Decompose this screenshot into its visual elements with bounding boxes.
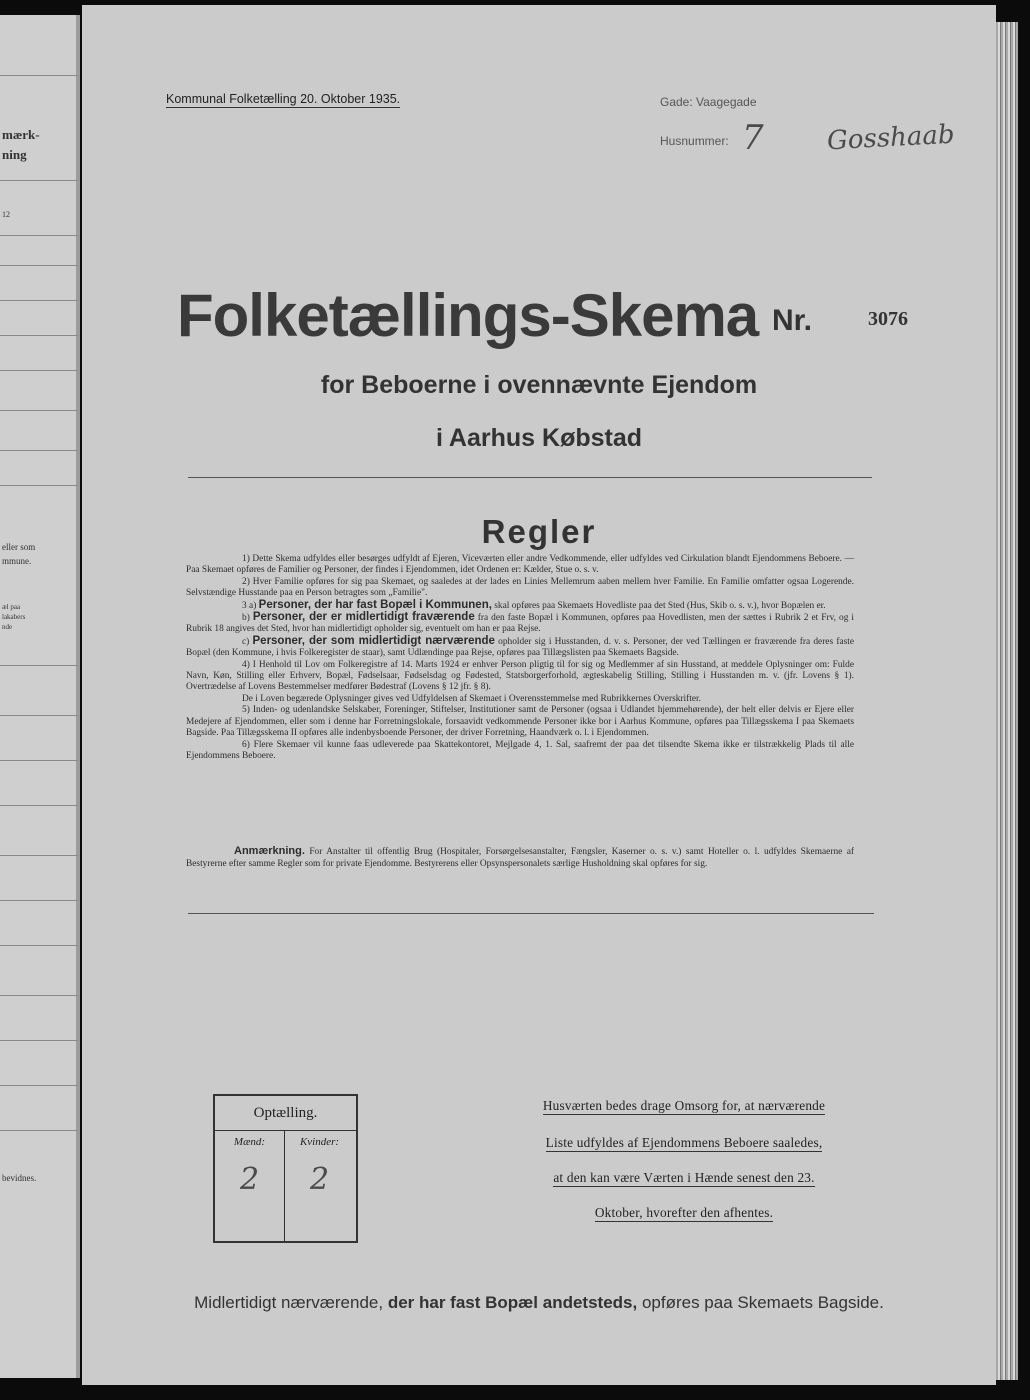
rule-5: 5) Inden- og udenlandske Selskaber, Foreninger, Stiftelser, Institutioner samt de Personer (ogsaa i Udlandet hjemmehørende), der helt eller delvis er Ejere eller Medejere af Ejendommen, eller som i denne har Forretningslokale, forsaavidt vedkommende Personer ikke bor i Aarhus Kommune, opføres paa Tillægsskema I paa Skemaets Bagside. Paa Tillægsskema II opføres alle indenbysboende Personer, der driver Forretning, Haandværk o. l. i Ejendommen. — [186, 705, 854, 739]
notice-line: Husværten bedes drage Omsorg for, at nærværende — [542, 1098, 826, 1113]
rule-3a: 3 a) Personer, der har fast Bopæl i Kommunen, skal opføres paa Skemaets Hovedliste paa det Sted (Hus, Skib o. s. v.), hvor Bopælen er. — [242, 598, 826, 611]
form-number-label: Nr. — [772, 304, 813, 337]
row-line — [0, 1085, 78, 1086]
row-line — [0, 485, 78, 486]
house-number-label: Husnummer: — [660, 134, 729, 148]
footer-instruction: Midlertidigt nærværende, der har fast Bopæl andetsteds, opføres paa Skemaets Bagside. — [194, 1293, 884, 1312]
row-line — [0, 665, 78, 666]
left-fragment: nde — [2, 623, 13, 631]
form-title: Folketællings-Skema — [177, 282, 759, 349]
row-line — [0, 75, 78, 76]
row-line — [0, 410, 78, 411]
row-line — [0, 805, 78, 806]
divider — [188, 913, 874, 914]
row-line — [0, 300, 78, 301]
note-label: Anmærkning. — [234, 845, 305, 857]
count-box — [213, 1094, 358, 1243]
row-line — [0, 760, 78, 761]
rule-3b: b) Personer, der er midlertidigt fraværende fra den faste Bopæl i Kommunen, opføres paa Hovedlisten, men der sættes i Rubrik 2 et Frv, og i Rubrik 18 angives det Sted, hvor han midlertidigt opholder sig, eventuelt om han er paa Rejse. — [186, 611, 855, 635]
row-line — [0, 855, 78, 856]
rule-1: 1) Dette Skema udfyldes eller besørges udfyldt af Ejeren, Viceværten eller andre Vedkommende, eller udfyldes ved Cirkulation blandt Ejendommens Beboere. — Paa Skemaet opføres de Familier og Personer, der findes i Ejendommen, idet Ordenen er: Kælder, Stue o. s. v. — [186, 554, 854, 576]
row-line — [0, 715, 78, 716]
note-text: For Anstalter til offentlig Brug (Hospitaler, Forsørgelsesanstalter, Fængsler, Kaserner o. s. v.) samt Hoteller o. l. udfyldes Skemaerne af Bestyrerne efter samme Regler som for private Ejendomme. Bestyrerens eller Opsynspersonalets særlige Husholdning skal opføres for sig. — [186, 847, 855, 869]
left-fragment: ning — [2, 147, 27, 162]
row-line — [0, 180, 78, 181]
count-title: Optælling. — [215, 1096, 356, 1131]
row-line — [0, 945, 78, 946]
women-count: 2 — [309, 1162, 330, 1197]
street-label: Gade: Vaagegade — [660, 95, 757, 109]
left-fragment: lakabers — [2, 613, 26, 621]
rule-2: 2) Hver Familie opføres for sig paa Skemaet, og saaledes at der lades en Linies Mellemrum aaben mellem hver Familie. En Familie omfatter ogsaa Logerende. Selvstændige Husstande paa en Person betragtes som „Familie". — [186, 576, 854, 599]
row-line — [0, 900, 78, 901]
form-number-value: 3076 — [868, 308, 908, 330]
left-fragment: mmune. — [2, 556, 32, 566]
women-label: Kvinder: — [299, 1136, 340, 1148]
row-line — [0, 370, 78, 371]
house-number-value: 7 — [742, 118, 764, 158]
row-line — [0, 1130, 78, 1131]
notice-line: Oktober, hvorefter den afhentes. — [594, 1205, 774, 1220]
census-title: Kommunal Folketælling 20. Oktober 1935. — [166, 92, 401, 106]
left-fragment: 12 — [2, 210, 10, 219]
census-form-page — [82, 5, 996, 1385]
rule-4b: De i Loven begærede Oplysninger gives ved Udfyldelsen af Skemaet i Overensstemmelse med Rubrikkernes Overskrifter. — [242, 693, 701, 704]
divider — [188, 477, 872, 478]
left-fragment: æl paa — [2, 603, 21, 611]
subtitle-town: i Aarhus Købstad — [435, 424, 643, 452]
left-fragment: mærk- — [2, 127, 40, 142]
rule-4: 4) I Henhold til Lov om Folkeregistre af 14. Marts 1924 er enhver Person pligtig til for sig og Medlemmer af sin Husstand, at meddele Oplysninger om: Fulde Navn, Køn, Stilling eller Erhverv, Bopæl, Fødselsaar, Fødselsdag og Fødested, Statsborgerforhold, ægteskabelig Stilling, Stilling i Husstanden m. v. (jfr. Lovens § 1). Overtrædelse af Lovens Bestemmelser medfører Bødestraf (Lovens § 12 jfr. § 8). — [186, 659, 854, 693]
row-line — [0, 1040, 78, 1041]
subtitle-residents: for Beboerne i ovennævnte Ejendom — [320, 371, 758, 399]
left-fragment: bevidnes. — [2, 1173, 37, 1183]
men-label: Mænd: — [233, 1136, 266, 1148]
rule-6: 6) Flere Skemaer vil kunne faas udleverede paa Skattekontoret, Mejlgade 4, 1. Sal, saafremt der paa det tilsendte Skema ikke er tilstrækkelig Plads til alle Ejendommens Beboere. — [186, 739, 854, 761]
rule-3c: c) Personer, der som midlertidigt nærværende opholder sig i Husstanden, d. v. s. Personer, der ved Tællingen er fraværende fra deres faste Bopæl (den Kommune, i hvis Folkeregister de staar), samt Udlændinge paa Rejse, opføres paa Tillægslisten paa Skemaets Bagside. — [186, 634, 855, 659]
row-line — [0, 265, 78, 266]
notice-line: Liste udfyldes af Ejendommens Beboere saaledes, — [545, 1135, 823, 1150]
men-count: 2 — [239, 1162, 260, 1197]
page-stack-edges — [996, 22, 1018, 1380]
left-page-edge — [0, 15, 80, 1378]
rules-heading: Regler — [481, 513, 597, 550]
page-fold — [76, 15, 80, 1378]
row-line — [0, 235, 78, 236]
row-line — [0, 995, 78, 996]
notice-line: at den kan være Værten i Hænde senest den 23. — [553, 1170, 815, 1185]
left-fragment: eller som — [2, 542, 36, 552]
row-line — [0, 450, 78, 451]
note-paragraph — [186, 845, 854, 870]
house-name-handwritten: Gosshaab — [826, 119, 956, 157]
row-line — [0, 335, 78, 336]
rules-text — [186, 554, 854, 762]
